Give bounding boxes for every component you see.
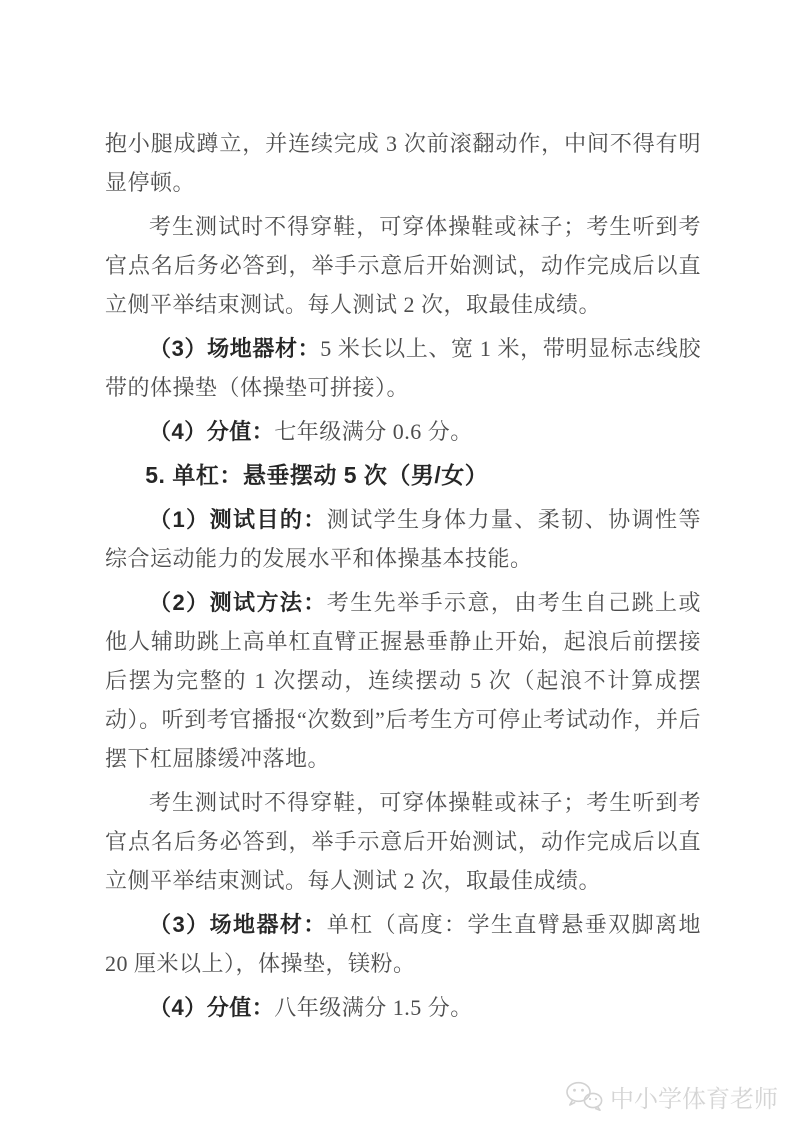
paragraph	[105, 783, 701, 900]
paragraph-text: 5 米长以上、宽 1 米，带明显标志线胶带的体操垫（体操垫可拼接）。	[105, 336, 701, 400]
paragraph-text: 考生测试时不得穿鞋，可穿体操鞋或袜子；考生听到考官点名后务必答到，举手示意后开始测试，动作完成后以直立侧平举结束测试。每人测试 2 次，取最佳成绩。	[105, 214, 701, 317]
paragraph	[105, 412, 701, 451]
paragraph-text: 抱小腿成蹲立，并连续完成 3 次前滚翻动作，中间不得有明显停顿。	[105, 131, 701, 195]
paragraph	[105, 583, 701, 778]
paragraph-label: （4）分值：	[149, 995, 275, 1020]
paragraph-text: 考生先举手示意，由考生自己跳上或他人辅助跳上高单杠直臂正握悬垂静止开始，起浪后前摆接后摆为完整的 1 次摆动，连续摆动 5 次（起浪不计算成摆动）。听到考官播报“次数到”后考生方可停止考试动作，并后摆下杠屈膝缓冲落地。	[105, 590, 701, 771]
paragraph-label: （4）分值：	[149, 419, 275, 444]
paragraph	[105, 905, 701, 983]
watermark	[565, 1079, 778, 1114]
section-heading: 5. 单杠：悬垂摆动 5 次（男/女）	[145, 462, 489, 488]
paragraph	[105, 207, 701, 324]
paragraph-label: （1）测试目的：	[149, 507, 327, 532]
paragraph-label: （2）测试方法：	[149, 590, 327, 615]
watermark-text: 中小学体育老师	[610, 1086, 778, 1113]
paragraph	[105, 988, 701, 1027]
paragraph-text: 八年级满分 1.5 分。	[274, 995, 473, 1020]
paragraph	[105, 329, 701, 407]
paragraph-label: （3）场地器材：	[149, 912, 327, 937]
document-body	[105, 124, 701, 1032]
paragraph	[105, 124, 701, 202]
paragraph-text: 考生测试时不得穿鞋，可穿体操鞋或袜子；考生听到考官点名后务必答到，举手示意后开始测试，动作完成后以直立侧平举结束测试。每人测试 2 次，取最佳成绩。	[105, 790, 701, 893]
paragraph-text: 七年级满分 0.6 分。	[274, 419, 473, 444]
paragraph-text: 测试学生身体力量、柔韧、协调性等综合运动能力的发展水平和体操基本技能。	[105, 507, 701, 571]
paragraph	[105, 500, 701, 578]
wechat-icon	[565, 1081, 603, 1112]
paragraph-text: 单杠（高度：学生直臂悬垂双脚离地 20 厘米以上），体操垫，镁粉。	[105, 912, 701, 976]
paragraph-label: （3）场地器材：	[149, 336, 321, 361]
